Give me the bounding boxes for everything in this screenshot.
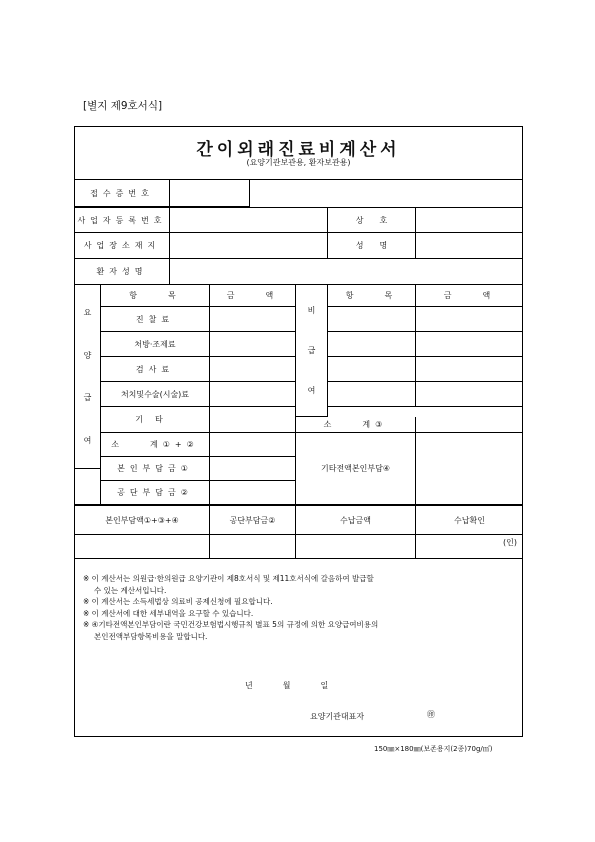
form-subtitle: (요양기관보관용, 환자보관용) [246,158,351,167]
noninsured-amount-1[interactable] [416,307,523,332]
noninsured-item-3[interactable] [328,357,416,382]
business-address-field[interactable] [170,233,328,259]
note-line: ※ 이 계산서는 의원급·한의원급 요양기관이 제8호서식 및 제11호서식에 갈음하여 발급할 [83,574,374,583]
received-amount-field[interactable] [296,535,416,559]
noninsured-side-label [296,285,328,417]
note-line: 본인전액부담항목비용을 말합니다. [94,631,208,641]
representative-label: 요양기관대표자 [310,712,365,721]
patient-share-label: 본인부담금① [101,457,210,481]
item-consultation-amount[interactable] [210,307,296,332]
received-amount-header: 수납금액 [296,505,416,535]
side-blank [75,469,101,505]
noninsured-amount-2[interactable] [416,332,523,357]
notes-section [83,573,378,643]
shop-name-field[interactable] [416,207,523,233]
receipt-confirm-field[interactable] [416,535,523,559]
paper-spec: 150㎜×180㎜(보존용지(2종)70g/㎡) [374,745,493,753]
side-char: 비 [307,306,316,316]
side-char: 요 [83,307,92,317]
business-number-label: 사업자등록번호 [75,207,170,233]
item-treatment-amount[interactable] [210,382,296,407]
note-line: ※ 이 계산서에 대한 세부내역을 요구할 수 있습니다. [83,608,254,618]
side-char: 양 [83,350,92,360]
public-charge-field[interactable] [210,535,296,559]
receipt-number-label: 접수증번호 [75,179,170,207]
item-examination: 검사료 [101,357,210,382]
public-share-label: 공단부담금② [101,481,210,505]
item-consultation: 진찰료 [101,307,210,332]
insured-item-header: 항 목 [101,285,210,307]
receipt-number-field[interactable] [170,179,250,207]
public-share-amount[interactable] [210,481,296,505]
noninsured-item-header: 항 목 [328,285,416,307]
insured-side-label [75,285,101,469]
business-address-label: 사업장소재지 [75,233,170,259]
item-examination-amount[interactable] [210,357,296,382]
item-other-amount[interactable] [210,407,296,433]
statement-table [75,179,523,559]
other-full-charge-label: 기타전액본인부담④ [296,433,416,505]
noninsured-item-4[interactable] [328,382,416,407]
item-treatment-surgery: 처치및수술(시술)료 [101,382,210,407]
patient-name-label: 환자성명 [75,259,170,285]
noninsured-subtotal-amount[interactable] [416,407,523,433]
note-line: 수 있는 계산서입니다. [94,585,167,595]
public-charge-header: 공단부담금② [210,505,296,535]
total-patient-charge-field[interactable] [75,535,210,559]
noninsured-amount-4[interactable] [416,382,523,407]
issue-date: 년월일 [245,681,359,690]
patient-name-field[interactable] [170,259,523,285]
noninsured-amount-header: 금 액 [416,285,523,307]
other-full-charge-amount[interactable] [416,433,523,505]
note-line: ※ ④기타전액본인부담이란 국민건강보험법시행규칙 별표 5의 규정에 의한 요양급여비용의 [83,620,379,630]
insured-subtotal-label: 소 계①+② [101,433,210,457]
item-prescription-amount[interactable] [210,332,296,357]
statement-form [74,126,523,737]
form-title: 간이외래진료비계산서 [196,140,401,160]
insured-subtotal-amount[interactable] [210,433,296,457]
form-number-label: [별지 제9호서식] [83,100,163,112]
item-prescription: 처방·조제료 [101,332,210,357]
noninsured-subtotal-label: 소 계③ [296,417,416,433]
side-char: 여 [83,436,92,446]
seal-mark-small: (인) [503,538,517,547]
shop-name-label: 상 호 [328,207,416,233]
side-char: 여 [307,385,316,395]
seal-icon: ㊞ [427,710,435,719]
owner-name-field[interactable] [416,233,523,259]
item-other: 기타 [101,407,210,433]
side-char: 급 [83,393,92,403]
noninsured-item-1[interactable] [328,307,416,332]
noninsured-item-2[interactable] [328,332,416,357]
side-char: 급 [307,345,316,355]
noninsured-amount-3[interactable] [416,357,523,382]
owner-name-label: 성 명 [328,233,416,259]
receipt-confirm-header: 수납확인 [416,505,523,535]
patient-share-amount[interactable] [210,457,296,481]
insured-amount-header: 금 액 [210,285,296,307]
note-line: ※ 이 계산서는 소득세법상 의료비 공제신청에 필요합니다. [83,597,273,607]
total-patient-charge-header: 본인부담액①+③+④ [75,505,210,535]
business-number-field[interactable] [170,207,328,233]
receipt-blank [250,179,523,207]
